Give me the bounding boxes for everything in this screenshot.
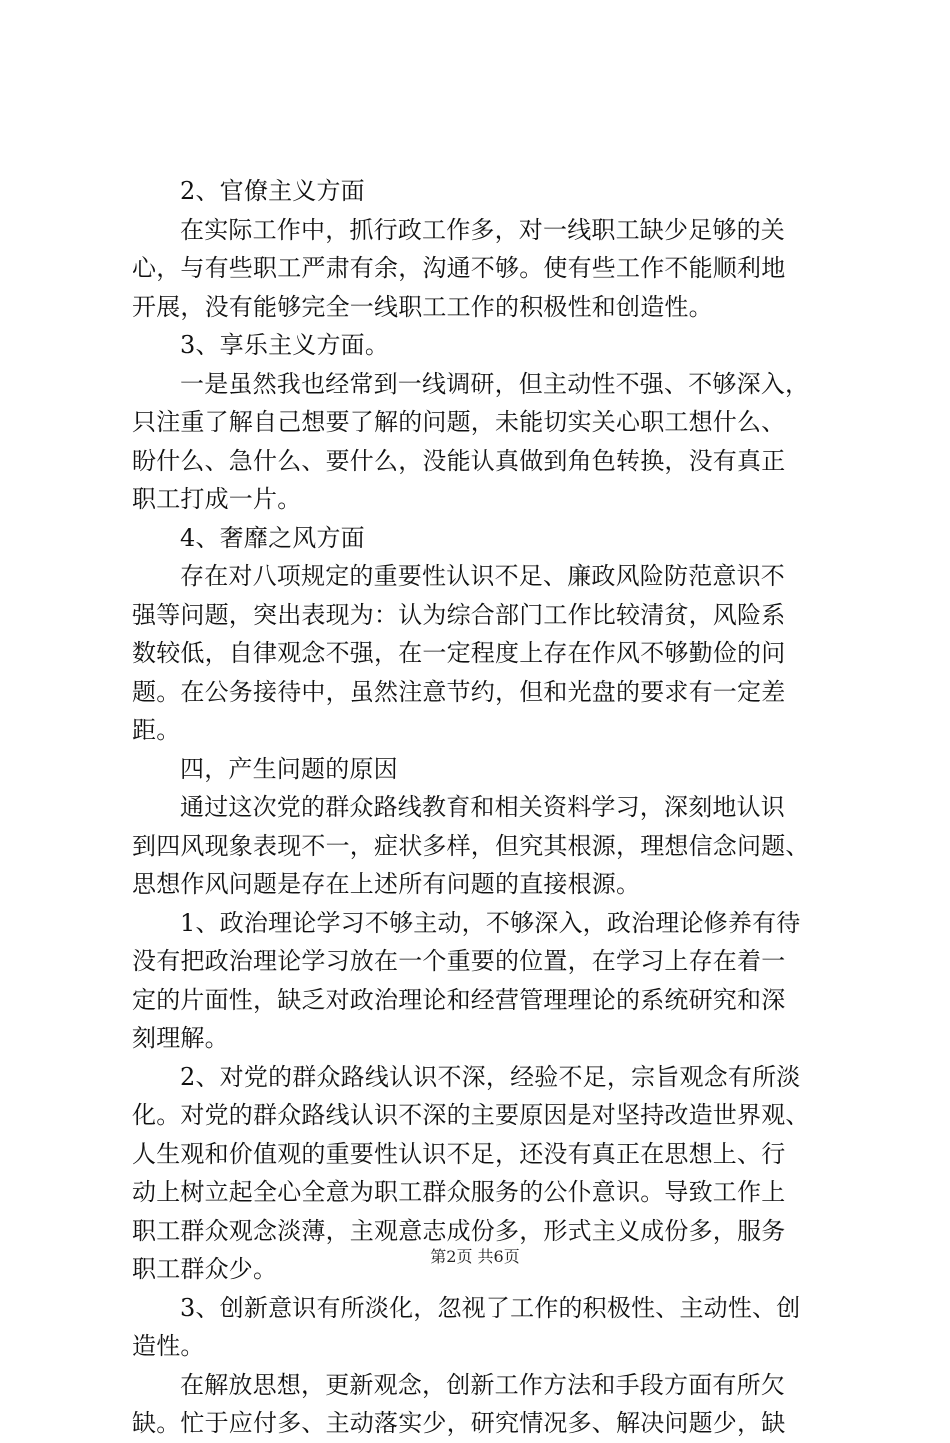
paragraph-line: 没有把政治理论学习放在一个重要的位置，在学习上存在着一 — [132, 947, 786, 975]
section-heading: 4、奢靡之风方面 — [180, 523, 365, 552]
paragraph-line: 缺。忙于应付多、主动落实少，研究情况多、解决问题少，缺 — [132, 1409, 786, 1437]
paragraph-line: 题。在公务接待中，虽然注意节约，但和光盘的要求有一定差 — [132, 677, 786, 706]
section-heading: 四，产生问题的原因 — [180, 754, 398, 783]
paragraph-line: 距。 — [132, 716, 181, 744]
paragraph-line: 只注重了解自己想要了解的问题，未能切实关心职工想什么、 — [132, 408, 786, 436]
paragraph-line: 职工群众观念淡薄，主观意志成份多，形式主义成份多，服务 — [132, 1216, 786, 1245]
section-heading: 2、官僚主义方面 — [180, 177, 365, 205]
paragraph-line: 开展，没有能够完全一线职工工作的积极性和创造性。 — [132, 292, 713, 321]
paragraph-line: 强等问题，突出表现为：认为综合部门工作比较清贫，风险系 — [132, 600, 786, 629]
paragraph-line: 化。对党的群众路线认识不深的主要原因是对坚持改造世界观、 — [132, 1101, 810, 1129]
paragraph-line: 存在对八项规定的重要性认识不足、廉政风险防范意识不 — [180, 562, 785, 590]
paragraph-line: 职工群众少。 — [132, 1255, 278, 1283]
paragraph-line: 2、对党的群众路线认识不深，经验不足，宗旨观念有所淡 — [180, 1062, 801, 1091]
paragraph-line: 数较低，自律观念不强，在一定程度上存在作风不够勤俭的问 — [132, 639, 786, 667]
paragraph-line: 通过这次党的群众路线教育和相关资料学习，深刻地认识 — [180, 793, 785, 821]
paragraph-line: 3、创新意识有所淡化，忽视了工作的积极性、主动性、创 — [180, 1293, 801, 1322]
paragraph-line: 定的片面性，缺乏对政治理论和经营管理理论的系统研究和深 — [132, 985, 786, 1014]
paragraph-line: 在解放思想，更新观念，创新工作方法和手段方面有所欠 — [180, 1370, 785, 1399]
paragraph-line: 造性。 — [132, 1332, 205, 1360]
paragraph-line: 一是虽然我也经常到一线调研，但主动性不强、不够深入， — [180, 369, 810, 398]
paragraph-line: 心，与有些职工严肃有余，沟通不够。使有些工作不能顺利地 — [132, 254, 786, 282]
paragraph-line: 人生观和价值观的重要性认识不足，还没有真正在思想上、行 — [132, 1139, 786, 1168]
section-heading: 3、享乐主义方面。 — [180, 331, 390, 359]
paragraph-line: 思想作风问题是存在上述所有问题的直接根源。 — [132, 870, 641, 898]
paragraph-line: 职工打成一片。 — [132, 485, 302, 513]
paragraph-line: 刻理解。 — [132, 1024, 229, 1052]
page-footer: 第2页 共6页 — [430, 1247, 520, 1266]
paragraph-line: 动上树立起全心全意为职工群众服务的公仆意识。导致工作上 — [132, 1178, 786, 1206]
paragraph-line: 在实际工作中，抓行政工作多，对一线职工缺少足够的关 — [180, 215, 785, 244]
paragraph-line: 到四风现象表现不一，症状多样，但究其根源，理想信念问题、 — [132, 831, 810, 860]
paragraph-line: 1、政治理论学习不够主动，不够深入，政治理论修养有待 — [180, 908, 801, 937]
paragraph-line: 盼什么、急什么、要什么，没能认真做到角色转换，没有真正 — [132, 446, 786, 475]
